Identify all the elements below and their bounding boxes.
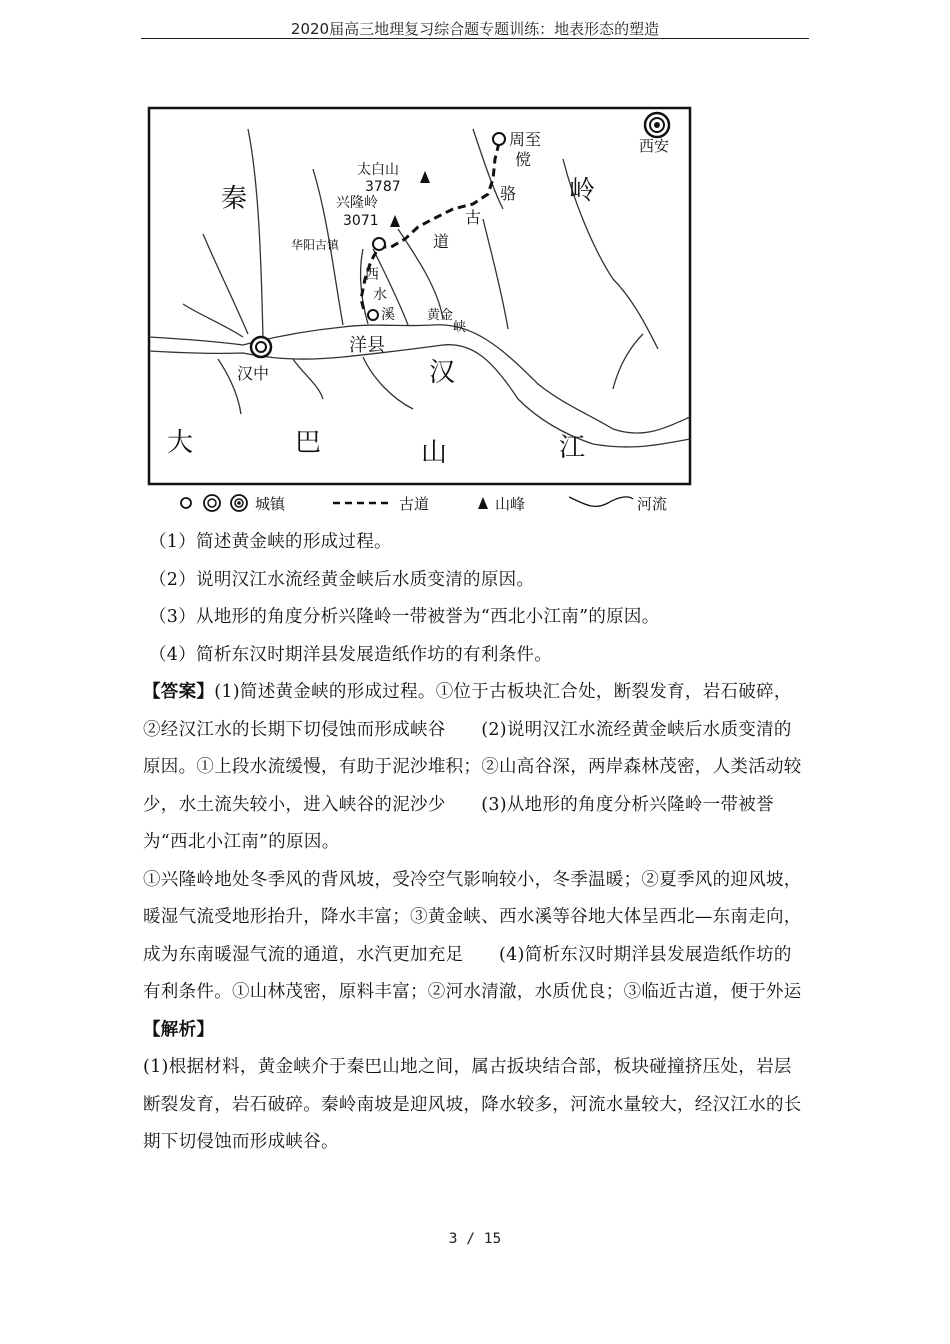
map-legend xyxy=(181,495,667,513)
label-huayang: 华阳古镇 xyxy=(291,238,340,252)
header-rule xyxy=(141,38,809,39)
yangxian-town xyxy=(368,310,378,320)
label-huangjinxia: 黄金 xyxy=(427,308,454,323)
label-taibaishan: 太白山 xyxy=(357,162,399,178)
label-yangxian: 洋县 xyxy=(349,335,385,356)
label-hanzhong: 汉中 xyxy=(237,364,270,383)
label-zhouzhi: 周至 xyxy=(509,130,542,149)
label-road-char: 道 xyxy=(433,232,450,251)
analysis-label: 【解析】 xyxy=(143,1019,215,1040)
analysis-paragraph-1: (1)根据材料，黄金峡介于秦巴山地之间，属古扳块结合部，板块碰撞挤压处，岩层断裂发育，岩石破碎。秦岭南坡是迎风坡，降水较多，河流水量较大，经汉江水的长期下切侵蚀而形成峡谷。 xyxy=(143,1057,802,1152)
content-body xyxy=(143,524,808,1162)
label-taibaishan-elev: 3787 xyxy=(365,179,401,195)
question-3: （3）从地形的角度分析兴隆岭一带被誉为“西北小江南”的原因。 xyxy=(149,607,660,627)
label-road-char: 骆 xyxy=(500,184,517,203)
map-frame xyxy=(149,108,690,484)
label-road-char: 傥 xyxy=(515,150,532,169)
question-4: （4）简析东汉时期洋县发展造纸作坊的有利条件。 xyxy=(149,644,553,665)
label-xishuixi: 溪 xyxy=(381,307,395,323)
label-xinglongling-elev: 3071 xyxy=(343,213,379,229)
label-xinglongling: 兴隆岭 xyxy=(336,195,378,211)
label-ling: 岭 xyxy=(569,176,596,206)
question-2: （2）说明汉江水流经黄金峡后水质变清的原因。 xyxy=(149,569,535,590)
legend-town: 城镇 xyxy=(255,495,286,513)
label-xishuixi: 水 xyxy=(373,287,387,303)
huayang-town xyxy=(373,238,385,250)
legend-river: 河流 xyxy=(637,495,668,513)
legend-road: 古道 xyxy=(399,495,430,513)
answer-paragraph-2: ①兴隆岭地处冬季风的背风坡，受冷空气影响较小，冬季温暖；②夏季风的迎风坡，暖湿气流受地形抬升，降水丰富；③黄金峡、西水溪等谷地大体呈西北—东南走向，成为东南暖湿气流的通道，水汽更加充足 (4)简析东汉时期洋县发展造纸作坊的有利条件。①山林茂密，原料丰富；②河水清澈，水质优良；③临近古道，便于外运 xyxy=(143,869,802,1002)
label-road-char: 古 xyxy=(465,208,482,227)
answer-text-1: (1)简述黄金峡的形成过程。①位于古板块汇合处，断裂发育，岩石破碎，②经汉江水的长期下切侵蚀而形成峡谷 (2)说明汉江水流经黄金峡后水质变清的原因。①上段水流缓慢，有助于泥沙堆积；②山高谷深，两岸森林茂密，人类活动较少，水土流失较小，进入峡谷的泥沙少 (3)从地形的角度分析兴隆岭一带被誉为“西北小江南”的原因。 xyxy=(143,682,802,852)
answer-paragraph-1 xyxy=(143,674,808,862)
zhouzhi-town xyxy=(493,133,505,145)
label-ba: 巴 xyxy=(295,428,322,458)
answer-label: 【答案】 xyxy=(143,682,215,702)
label-han: 汉 xyxy=(429,358,456,388)
label-shan: 山 xyxy=(421,438,448,468)
page-header-title: 2020届高三地理复习综合题专题训练：地表形态的塑造 xyxy=(290,20,660,38)
label-xishuixi: 西 xyxy=(365,267,379,283)
map-figure xyxy=(143,99,706,520)
question-1: （1）简述黄金峡的形成过程。 xyxy=(149,532,392,552)
label-jiang: 江 xyxy=(559,433,586,463)
label-qin: 秦 xyxy=(221,184,248,214)
page-number: 3 / 15 xyxy=(448,1231,502,1247)
label-xian: 西安 xyxy=(639,137,670,155)
legend-peak: 山峰 xyxy=(495,495,526,513)
label-huangjinxia: 峡 xyxy=(453,320,467,335)
label-da: 大 xyxy=(167,428,194,458)
